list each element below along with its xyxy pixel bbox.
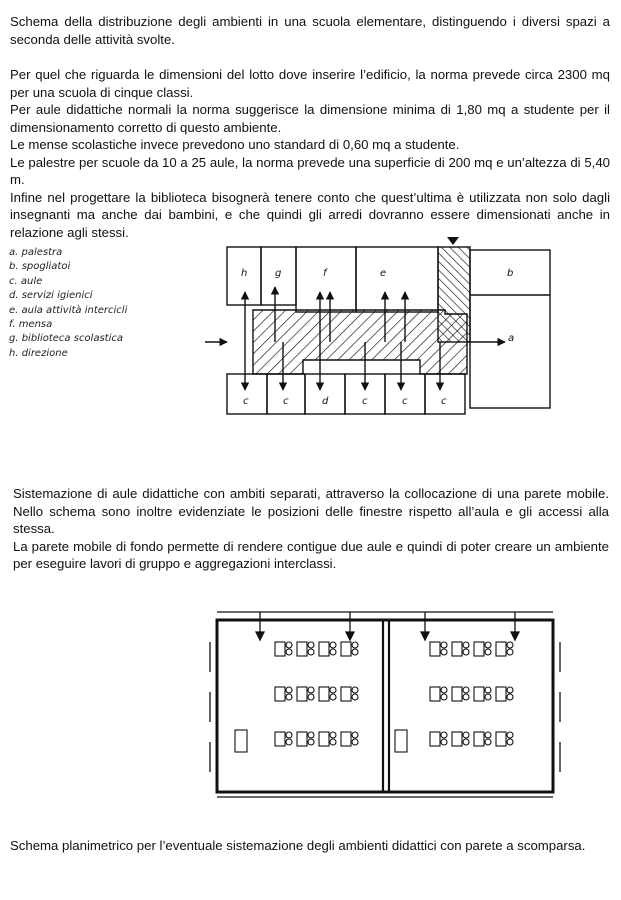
desk-groups	[235, 642, 513, 752]
chair	[352, 694, 358, 700]
chair	[463, 732, 469, 738]
desk	[430, 732, 440, 746]
desk	[275, 732, 285, 746]
legend-item: b. spogliatoi	[9, 261, 71, 273]
label-b: b	[507, 268, 514, 279]
chair	[507, 642, 513, 648]
label-f: f	[323, 268, 327, 279]
desk	[452, 732, 462, 746]
norm-library: Infine nel progettare la biblioteca bisognerà tenere conto che quest’ultima è utilizzata non solo dagli insegnanti ma anche dai bambini, e che quindi gli arredi dovranno essere dimensionati anche in relazione agli stessi.	[10, 189, 610, 240]
chair	[441, 642, 447, 648]
desk	[319, 687, 329, 701]
classroom-text-2: La parete mobile di fondo permette di rendere contigue due aule e quindi di poter creare un ambiente per eseguire lavori di gruppo e aggregazioni interclassi.	[13, 538, 609, 571]
chair	[286, 642, 292, 648]
desk	[496, 732, 506, 746]
legend-item: e. aula attività intercicli	[9, 304, 128, 316]
chair	[330, 687, 336, 693]
chair	[463, 694, 469, 700]
label-d: d	[322, 396, 329, 407]
label-c-2: c	[283, 396, 289, 407]
legend-item: f. mensa	[9, 319, 53, 331]
desk	[297, 687, 307, 701]
desk	[275, 687, 285, 701]
label-c-5: c	[441, 396, 447, 407]
chair	[507, 739, 513, 745]
school-distribution-plan	[205, 232, 565, 422]
chair	[463, 739, 469, 745]
chair	[308, 739, 314, 745]
classroom-text-1: Sistemazione di aule didattiche con ambiti separati, attraverso la collocazione di una parete mobile. Nello schema sono inoltre evidenziate le posizioni delle finestre rispetto all’aula e gli accessi alla stessa.	[13, 486, 609, 536]
legend-item: a. palestra	[9, 247, 63, 258]
label-e: e	[380, 268, 387, 279]
chair	[352, 687, 358, 693]
chair	[308, 649, 314, 655]
desk	[430, 687, 440, 701]
chair	[308, 687, 314, 693]
norm-gym: Le palestre per scuole da 10 a 25 aule, la norma prevede una superficie di 200 mq e un’altezza di 5,40 m.	[10, 154, 610, 187]
norms-section	[10, 66, 610, 241]
intro-text: Schema della distribuzione degli ambienti in una scuola elementare, distinguendo i diversi spazi a seconda delle attività svolte.	[10, 14, 610, 47]
label-c-1: c	[243, 396, 249, 407]
desk	[474, 732, 484, 746]
chair	[441, 739, 447, 745]
legend-item: d. servizi igienici	[9, 290, 93, 302]
desk	[275, 642, 285, 656]
room-c-2	[267, 374, 305, 414]
desk	[474, 687, 484, 701]
desk	[341, 687, 351, 701]
chair	[352, 732, 358, 738]
chair	[507, 687, 513, 693]
chair	[308, 732, 314, 738]
desk	[297, 642, 307, 656]
desk	[297, 732, 307, 746]
chair	[441, 694, 447, 700]
label-h: h	[241, 268, 248, 279]
chair	[485, 649, 491, 655]
norm-classroom: Per aule didattiche normali la norma suggerisce la dimensione minima di 1,80 mq a studente per il dimensionamento corretto di questo ambiente.	[10, 102, 610, 135]
desk	[452, 687, 462, 701]
chair	[286, 649, 292, 655]
desk	[341, 732, 351, 746]
chair	[308, 694, 314, 700]
desk	[319, 732, 329, 746]
room-c-4	[385, 374, 425, 414]
chair	[507, 732, 513, 738]
desk	[319, 642, 329, 656]
chair	[485, 642, 491, 648]
entrance-marker	[447, 237, 459, 245]
label-a: a	[508, 333, 515, 344]
chair	[330, 732, 336, 738]
chair	[286, 687, 292, 693]
chair	[330, 649, 336, 655]
desk	[496, 642, 506, 656]
teacher-desk	[395, 730, 407, 752]
label-c-3: c	[362, 396, 368, 407]
classroom-section	[13, 485, 609, 573]
outer-walls	[217, 620, 553, 792]
desk	[430, 642, 440, 656]
chair	[441, 732, 447, 738]
label-c-4: c	[402, 396, 408, 407]
legend-item: h. direzione	[9, 347, 68, 359]
chair	[485, 732, 491, 738]
caption-paragraph	[10, 837, 610, 855]
chair	[352, 739, 358, 745]
chair	[441, 649, 447, 655]
desk	[474, 642, 484, 656]
chair	[485, 694, 491, 700]
legend-item: g. biblioteca scolastica	[9, 333, 123, 345]
caption-text: Schema planimetrico per l’eventuale sistemazione degli ambienti didattici con parete a scomparsa.	[10, 838, 586, 853]
chair	[463, 649, 469, 655]
chair	[286, 694, 292, 700]
chair	[507, 649, 513, 655]
room-c-5	[425, 374, 465, 414]
legend-item: c. aule	[9, 275, 43, 287]
desk	[341, 642, 351, 656]
room-e-intercicli	[356, 247, 438, 312]
chair	[352, 649, 358, 655]
chair	[507, 694, 513, 700]
chair	[485, 687, 491, 693]
room-d	[305, 374, 345, 414]
room-f-mensa	[296, 247, 356, 312]
chair	[463, 687, 469, 693]
chair	[286, 732, 292, 738]
label-g: g	[275, 268, 282, 279]
chair	[330, 694, 336, 700]
norm-canteen: Le mense scolastiche invece prevedono uno standard di 0,60 mq a studente.	[10, 137, 460, 152]
chair	[308, 642, 314, 648]
chair	[330, 642, 336, 648]
desk	[496, 687, 506, 701]
plan-legend	[9, 246, 127, 361]
chair	[286, 739, 292, 745]
chair	[330, 739, 336, 745]
teacher-desk	[235, 730, 247, 752]
desk	[452, 642, 462, 656]
intro-paragraph	[10, 13, 610, 48]
chair	[441, 687, 447, 693]
room-c-1	[227, 374, 267, 414]
norm-lot-size: Per quel che riguarda le dimensioni del lotto dove inserire l’edificio, la norma prevede circa 2300 mq per una scuola di cinque classi.	[10, 67, 610, 100]
chair	[485, 739, 491, 745]
hatched-corridor	[253, 310, 467, 374]
classroom-plan	[205, 602, 565, 807]
chair	[352, 642, 358, 648]
chair	[463, 642, 469, 648]
